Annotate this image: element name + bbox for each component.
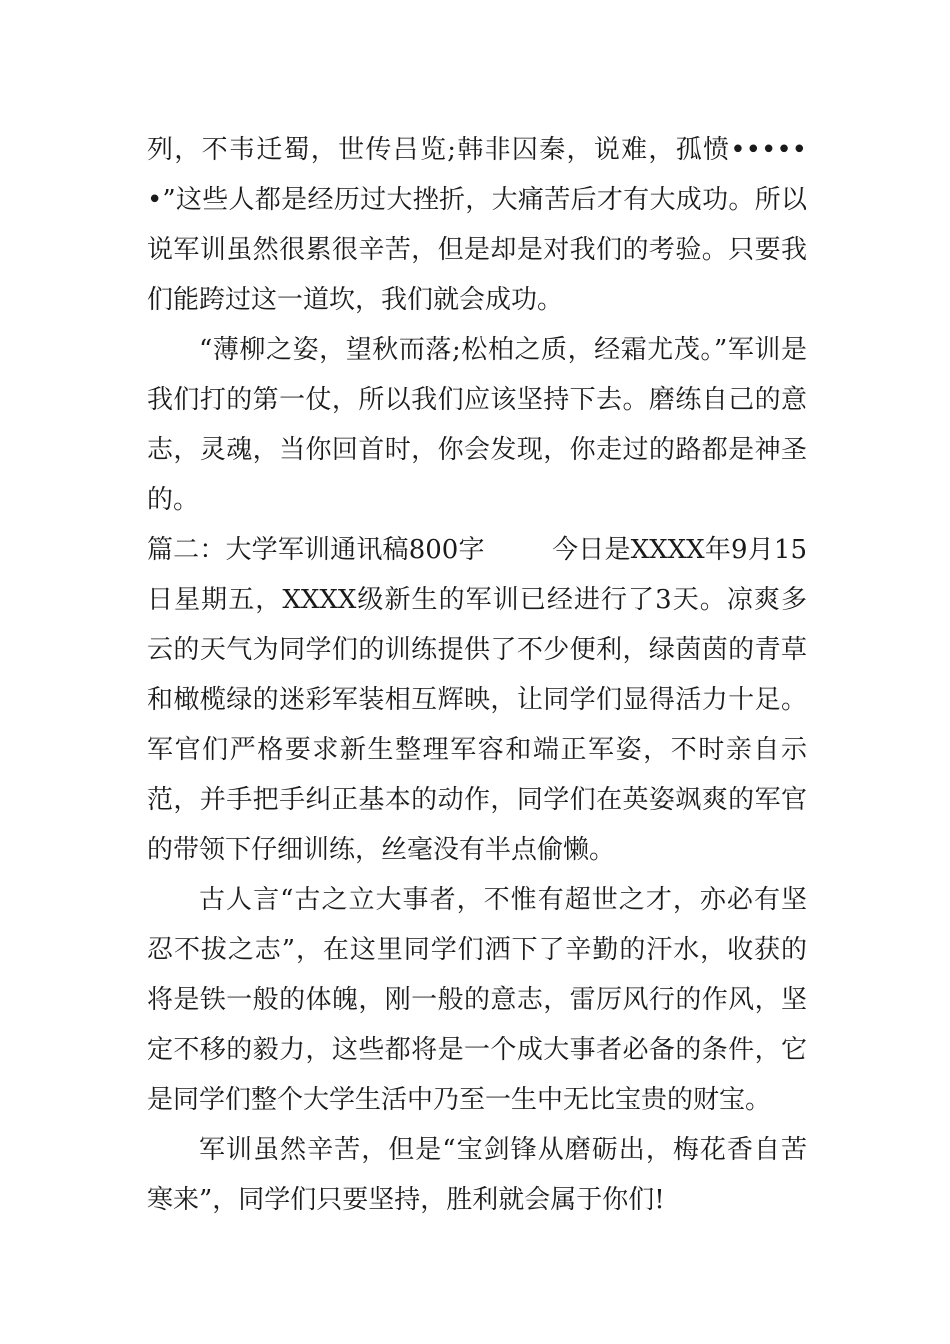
paragraph-3: 篇二：大学军训通讯稿800字 今日是XXXX年9月15日星期五，XXXX级新生的军训已经进行了3天。凉爽多云的天气为同学们的训练提供了不少便利，绿茵茵的青草和橄榄绿的迷彩军装相互辉映，让同学们显得活力十足。军官们严格要求新生整理军容和端正军姿，不时亲自示范，并手把手纠正基本的动作，同学们在英姿飒爽的军官的带领下仔细训练，丝毫没有半点偷懒。 [147, 535, 807, 865]
document-body [147, 125, 807, 1225]
paragraph-4: 古人言“古之立大事者，不惟有超世之才，亦必有坚忍不拔之志”，在这里同学们洒下了辛勤的汗水，收获的将是铁一般的体魄，刚一般的意志，雷厉风行的作风，坚定不移的毅力，这些都将是一个成大事者必备的条件，它是同学们整个大学生活中乃至一生中无比宝贵的财宝。 [147, 885, 807, 1115]
paragraph-5: 军训虽然辛苦，但是“宝剑锋从磨砺出，梅花香自苦寒来”，同学们只要坚持，胜利就会属于你们! [147, 1135, 807, 1215]
paragraph-2: “薄柳之姿，望秋而落;松柏之质，经霜尤茂。”军训是我们打的第一仗，所以我们应该坚持下去。磨练自己的意志，灵魂，当你回首时，你会发现，你走过的路都是神圣的。 [147, 335, 807, 515]
paragraph-1: 列，不韦迁蜀，世传吕览;韩非囚秦，说难，孤愤••••••”这些人都是经历过大挫折，大痛苦后才有大成功。所以说军训虽然很累很辛苦，但是却是对我们的考验。只要我们能跨过这一道坎，我们就会成功。 [147, 135, 807, 315]
